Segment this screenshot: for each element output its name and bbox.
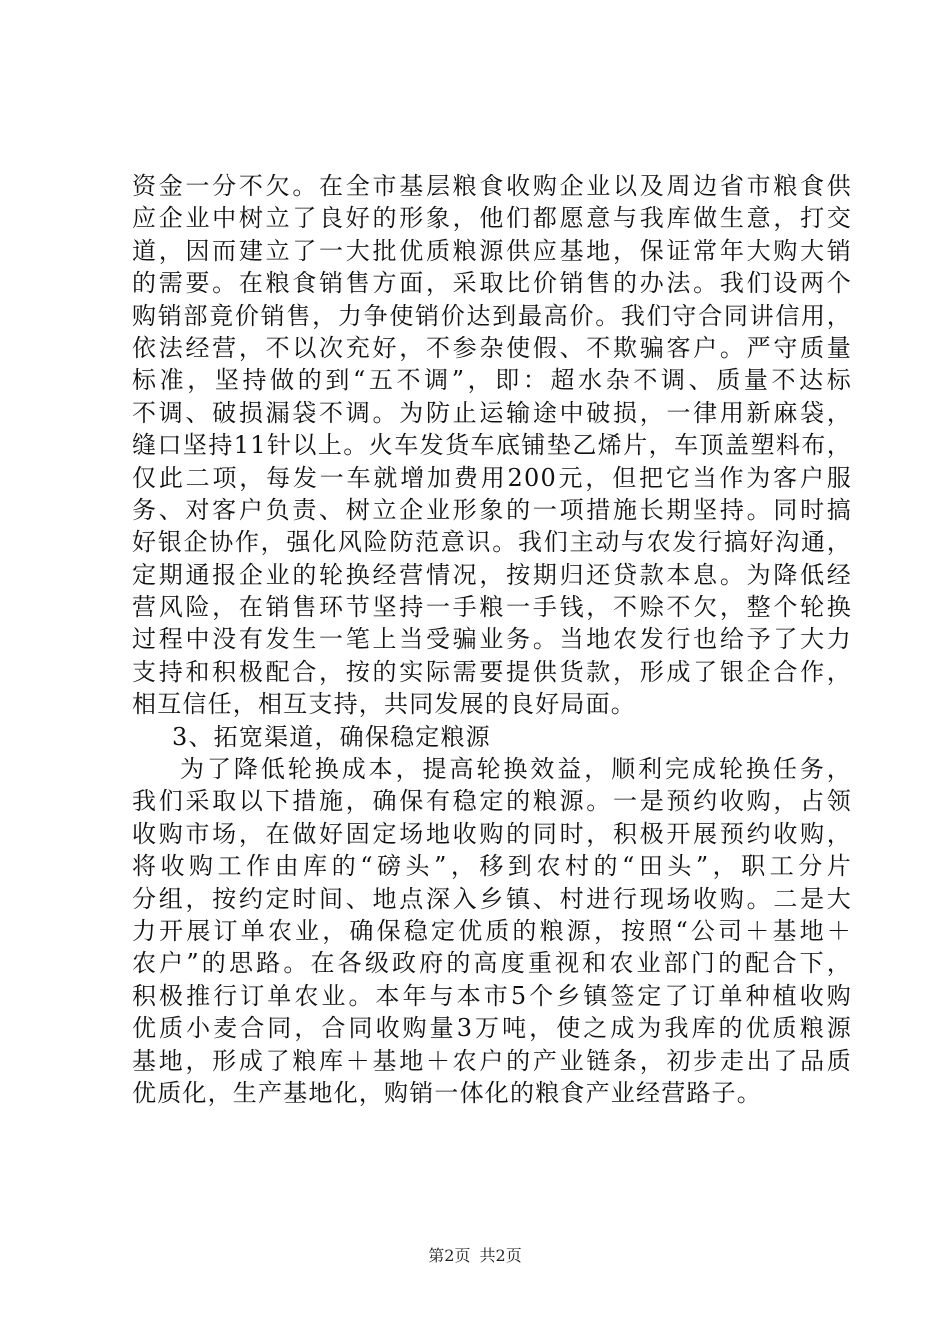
text-line: 的需要。在粮食销售方面，采取比价销售的办法。我们设两个 [132,269,852,298]
document-body [132,170,852,1109]
text-line: 应企业中树立了良好的形象，他们都愿意与我库做生意，打交 [132,204,852,233]
text-line: 好银企协作，强化风险防范意识。我们主动与农发行搞好沟通， [132,528,852,557]
text-line: 优质化，生产基地化，购销一体化的粮食产业经营路子。 [132,1078,762,1107]
text-line: 分组，按约定时间、地点深入乡镇、村进行现场收购。二是大 [132,884,852,913]
text-line: 为了降低轮换成本，提高轮换效益，顺利完成轮换任务， [180,755,852,784]
text-line: 农户”的思路。在各级政府的高度重视和农业部门的配合下， [132,949,852,978]
page-footer [0,1246,950,1266]
page-number: 第2页 [428,1246,471,1265]
text-line: 定期通报企业的轮换经营情况，按期归还贷款本息。为降低经 [132,560,852,589]
text-line: 仅此二项，每发一车就增加费用200元，但把它当作为客户服 [132,463,852,492]
text-line: 依法经营，不以次充好，不参杂使假、不欺骗客户。严守质量 [132,333,852,362]
page-total: 共2页 [479,1246,522,1265]
text-line: 不调、破损漏袋不调。为防止运输途中破损，一律用新麻袋， [132,398,852,427]
text-line: 营风险，在销售环节坚持一手粮一手钱，不赊不欠，整个轮换 [132,593,852,622]
text-line: 标准，坚持做的到“五不调”，即：超水杂不调、质量不达标 [132,366,852,395]
section-heading: 3、拓宽渠道，确保稳定粮源 [172,722,491,751]
text-line: 基地，形成了粮库＋基地＋农户的产业链条，初步走出了品质 [132,1046,852,1075]
text-line: 相互信任，相互支持，共同发展的良好局面。 [132,690,636,719]
text-line: 我们采取以下措施，确保有稳定的粮源。一是预约收购，占领 [132,787,852,816]
text-line: 积极推行订单农业。本年与本市5个乡镇签定了订单种植收购 [132,981,852,1010]
text-line: 购销部竟价销售，力争使销价达到最高价。我们守合同讲信用， [132,301,852,330]
text-line: 务、对客户负责、树立企业形象的一项措施长期坚持。同时搞 [132,495,852,524]
text-line: 力开展订单农业，确保稳定优质的粮源，按照“公司＋基地＋ [132,916,852,945]
text-line: 收购市场，在做好固定场地收购的同时，积极开展预约收购， [132,819,852,848]
text-line: 过程中没有发生一笔上当受骗业务。当地农发行也给予了大力 [132,625,852,654]
text-line: 资金一分不欠。在全市基层粮食收购企业以及周边省市粮食供 [132,172,852,200]
text-line: 道，因而建立了一大批优质粮源供应基地，保证常年大购大销 [132,236,852,265]
text-line: 将收购工作由库的“磅头”，移到农村的“田头”，职工分片 [132,852,852,881]
text-line: 优质小麦合同，合同收购量3万吨，使之成为我库的优质粮源 [132,1014,852,1043]
text-line: 缝口坚持11针以上。火车发货车底铺垫乙烯片，车顶盖塑料布， [132,431,852,460]
text-line: 支持和积极配合，按的实际需要提供货款，形成了银企合作， [132,657,852,686]
